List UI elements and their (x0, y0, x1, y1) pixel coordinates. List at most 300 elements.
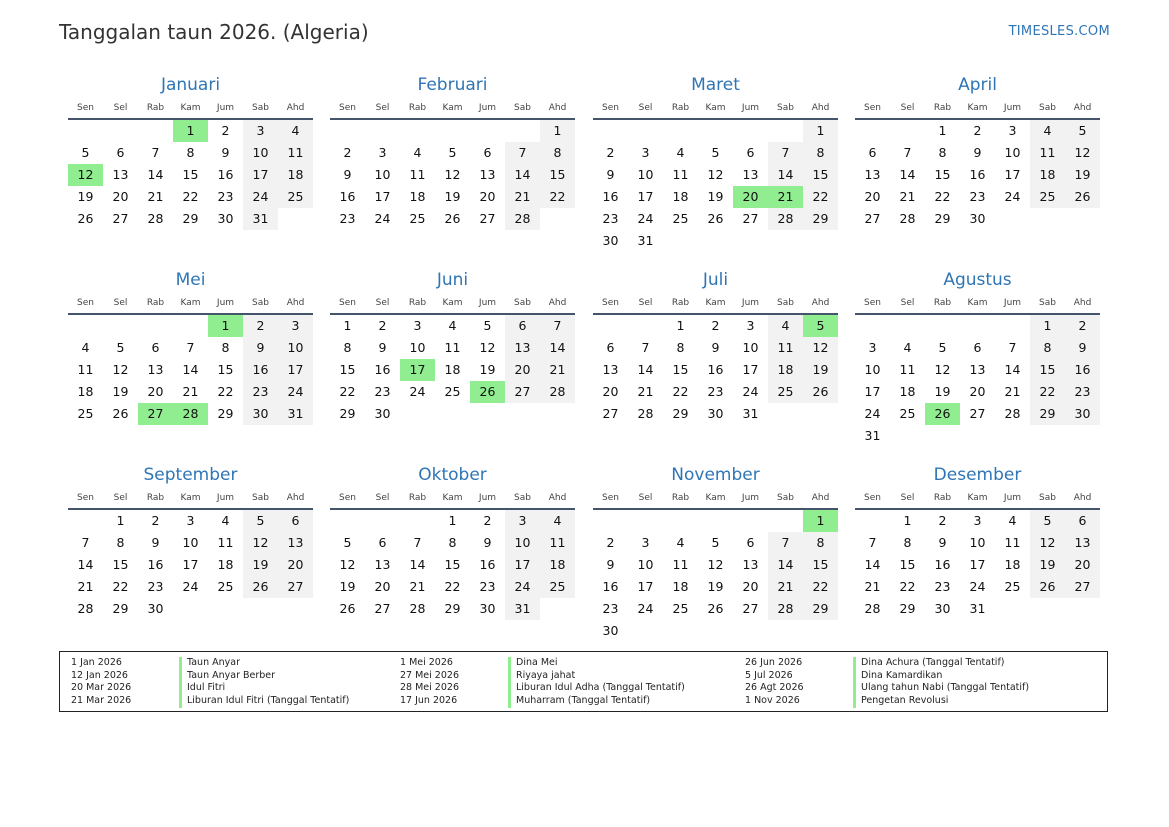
day-cell: 23 (707, 384, 724, 399)
day-cell: 24 (1004, 189, 1021, 204)
day-cell: 14 (637, 362, 654, 377)
legend-date: 17 Jun 2026 (400, 695, 458, 707)
day-cell: 22 (339, 384, 356, 399)
weekday-header: Rab (933, 103, 952, 113)
empty-cell (698, 120, 733, 142)
day-cell: 19 (1065, 164, 1100, 186)
day-cell: 8 (803, 532, 838, 554)
week-row (330, 403, 575, 425)
weekday-header-row (330, 293, 575, 315)
legend-holiday-name: Ulang tahun Nabi (Tanggal Tentatif) (853, 682, 1029, 695)
day-cell: 1 (343, 318, 352, 333)
day-cell: 24 (182, 579, 199, 594)
legend-date: 20 Mar 2026 (71, 682, 132, 694)
day-cell: 9 (378, 340, 387, 355)
weekday-header: Sab (777, 103, 794, 113)
weekday-header: Kam (967, 103, 988, 113)
weekday-header: Sab (252, 493, 269, 503)
empty-cell (103, 120, 138, 142)
empty-cell (1065, 425, 1100, 447)
weekday-header: Sel (113, 493, 128, 503)
empty-cell (698, 510, 733, 532)
day-cell: 18 (278, 164, 313, 186)
day-cell: 4 (903, 340, 912, 355)
holiday-cell: 28 (173, 403, 208, 425)
day-cell: 22 (803, 186, 838, 208)
day-cell: 2 (151, 513, 160, 528)
weekday-header-row (855, 488, 1100, 510)
day-cell: 18 (1030, 164, 1065, 186)
empty-cell (768, 510, 803, 532)
day-cell: 10 (505, 532, 540, 554)
day-cell: 12 (243, 532, 278, 554)
day-cell: 16 (1065, 359, 1100, 381)
weekday-header: Sel (900, 493, 915, 503)
month-name: Juni (436, 270, 469, 290)
day-cell: 20 (969, 384, 986, 399)
weekday-header: Rab (408, 103, 427, 113)
day-cell: 29 (444, 601, 461, 616)
day-cell: 18 (899, 384, 916, 399)
month-name: Desember (933, 465, 1022, 485)
day-cell: 16 (243, 359, 278, 381)
day-cell: 21 (505, 186, 540, 208)
day-cell: 15 (672, 362, 689, 377)
weekday-header: Ahd (1073, 493, 1092, 503)
weekday-header: Jum (741, 298, 760, 308)
day-cell: 26 (339, 601, 356, 616)
day-cell: 23 (602, 211, 619, 226)
week-row (855, 403, 1100, 425)
week-row (68, 208, 313, 230)
day-cell: 21 (864, 579, 881, 594)
legend-holiday-name: Liburan Idul Adha (Tanggal Tentatif) (508, 682, 685, 695)
day-cell: 1 (540, 120, 575, 142)
empty-cell (628, 510, 663, 532)
day-cell: 10 (1004, 145, 1021, 160)
day-cell: 26 (1030, 576, 1065, 598)
day-cell: 2 (973, 123, 982, 138)
day-cell: 19 (243, 554, 278, 576)
day-cell: 10 (409, 340, 426, 355)
day-cell: 3 (243, 120, 278, 142)
day-cell: 24 (637, 601, 654, 616)
week-row (68, 164, 313, 186)
weekday-header: Sen (864, 103, 881, 113)
legend-date: 28 Mei 2026 (400, 682, 459, 694)
weekday-header: Jum (216, 493, 235, 503)
day-cell: 4 (768, 315, 803, 337)
week-row (330, 576, 575, 598)
empty-cell (663, 620, 698, 642)
legend-date: 26 Agt 2026 (745, 682, 804, 694)
week-row (855, 120, 1100, 142)
empty-cell (628, 315, 663, 337)
weekday-header: Sen (602, 103, 619, 113)
day-cell: 25 (409, 211, 426, 226)
holiday-cell: 26 (470, 381, 505, 403)
week-row (855, 208, 1100, 230)
day-cell: 26 (243, 576, 278, 598)
week-row (330, 510, 575, 532)
weekday-header: Kam (705, 298, 726, 308)
day-cell: 27 (278, 576, 313, 598)
month-2 (330, 72, 575, 230)
day-cell: 7 (505, 142, 540, 164)
weekday-header: Sab (514, 298, 531, 308)
day-cell: 1 (938, 123, 947, 138)
weekday-header: Ahd (286, 103, 305, 113)
week-row (68, 142, 313, 164)
legend-holiday-name: Liburan Idul Fitri (Tanggal Tentatif) (179, 695, 349, 708)
day-cell: 5 (343, 535, 352, 550)
empty-cell (663, 230, 698, 252)
empty-cell (995, 425, 1030, 447)
weekday-header: Jum (478, 103, 497, 113)
day-cell: 23 (479, 579, 496, 594)
day-cell: 7 (768, 532, 803, 554)
weekday-header: Sen (77, 103, 94, 113)
day-cell: 25 (899, 406, 916, 421)
day-cell: 13 (864, 167, 881, 182)
day-cell: 15 (934, 167, 951, 182)
weekday-header: Sel (375, 298, 390, 308)
day-cell: 25 (217, 579, 234, 594)
day-cell: 14 (899, 167, 916, 182)
day-cell: 31 (278, 403, 313, 425)
weekday-header: Ahd (1073, 298, 1092, 308)
weekday-header: Rab (671, 103, 690, 113)
day-cell: 27 (602, 406, 619, 421)
weekday-header: Ahd (811, 298, 830, 308)
empty-cell (890, 120, 925, 142)
weekday-header: Sab (1039, 298, 1056, 308)
week-row (68, 315, 313, 337)
day-cell: 31 (742, 406, 759, 421)
day-cell: 19 (339, 579, 356, 594)
week-row (855, 164, 1100, 186)
empty-cell (435, 403, 470, 425)
day-cell: 4 (676, 535, 685, 550)
day-cell: 15 (803, 164, 838, 186)
day-cell: 10 (969, 535, 986, 550)
day-cell: 25 (77, 406, 94, 421)
weekday-header-row (593, 488, 838, 510)
weekday-header: Kam (967, 298, 988, 308)
weekday-header: Jum (478, 493, 497, 503)
day-cell: 27 (742, 601, 759, 616)
empty-cell (925, 425, 960, 447)
day-cell: 31 (505, 598, 540, 620)
weekday-header-row (593, 293, 838, 315)
day-cell: 28 (147, 211, 164, 226)
day-cell: 16 (602, 579, 619, 594)
weekday-header: Jum (1003, 298, 1022, 308)
day-cell: 15 (1030, 359, 1065, 381)
weekday-header: Jum (216, 103, 235, 113)
day-cell: 13 (278, 532, 313, 554)
day-cell: 13 (742, 167, 759, 182)
weekday-header: Ahd (548, 103, 567, 113)
empty-cell (1030, 425, 1065, 447)
day-cell: 13 (969, 362, 986, 377)
empty-cell (365, 120, 400, 142)
day-cell: 7 (903, 145, 912, 160)
day-cell: 1 (803, 120, 838, 142)
weekday-header: Sab (777, 298, 794, 308)
day-cell: 4 (448, 318, 457, 333)
day-cell: 10 (374, 167, 391, 182)
weekday-header: Rab (146, 493, 165, 503)
day-cell: 28 (864, 601, 881, 616)
weekday-header: Sel (375, 103, 390, 113)
day-cell: 14 (1004, 362, 1021, 377)
day-cell: 22 (934, 189, 951, 204)
weekday-header: Jum (1003, 493, 1022, 503)
weekday-header: Sab (252, 103, 269, 113)
weekday-header: Rab (671, 493, 690, 503)
day-cell: 29 (672, 406, 689, 421)
holiday-cell: 1 (208, 315, 243, 337)
empty-cell (663, 510, 698, 532)
day-cell: 9 (711, 340, 720, 355)
day-cell: 17 (505, 554, 540, 576)
day-cell: 1 (1030, 315, 1065, 337)
day-cell: 20 (112, 189, 129, 204)
day-cell: 3 (746, 318, 755, 333)
day-cell: 11 (672, 557, 689, 572)
day-cell: 30 (707, 406, 724, 421)
day-cell: 23 (339, 211, 356, 226)
legend-date: 5 Jul 2026 (745, 669, 793, 681)
weekday-header: Kam (442, 493, 463, 503)
week-row (855, 186, 1100, 208)
empty-cell (925, 315, 960, 337)
day-cell: 14 (182, 362, 199, 377)
day-cell: 17 (374, 189, 391, 204)
week-row (330, 554, 575, 576)
month-name: April (958, 75, 997, 95)
empty-cell (890, 315, 925, 337)
brand-link[interactable]: TIMESLES.COM (1008, 24, 1110, 39)
holiday-cell: 1 (803, 510, 838, 532)
day-cell: 4 (676, 145, 685, 160)
empty-cell (400, 510, 435, 532)
weekday-header-row (855, 98, 1100, 120)
week-row (855, 532, 1100, 554)
day-cell: 16 (217, 167, 234, 182)
weekday-header: Ahd (286, 298, 305, 308)
week-row (330, 381, 575, 403)
weekday-header: Ahd (548, 298, 567, 308)
day-cell: 25 (672, 601, 689, 616)
day-cell: 3 (868, 340, 877, 355)
empty-cell (768, 403, 803, 425)
day-cell: 17 (637, 579, 654, 594)
weekday-header: Sen (864, 493, 881, 503)
day-cell: 27 (374, 601, 391, 616)
day-cell: 1 (676, 318, 685, 333)
month-4 (855, 72, 1100, 230)
week-row (593, 120, 838, 142)
day-cell: 26 (77, 211, 94, 226)
day-cell: 27 (969, 406, 986, 421)
day-cell: 8 (903, 535, 912, 550)
week-row (855, 510, 1100, 532)
empty-cell (663, 120, 698, 142)
day-cell: 14 (768, 164, 803, 186)
day-cell: 30 (243, 403, 278, 425)
day-cell: 9 (1065, 337, 1100, 359)
legend-holiday-name: Dina Mei (508, 657, 558, 670)
month-name: Januari (160, 75, 221, 95)
day-cell: 14 (540, 337, 575, 359)
day-cell: 21 (540, 359, 575, 381)
day-cell: 30 (147, 601, 164, 616)
week-row (855, 359, 1100, 381)
day-cell: 10 (182, 535, 199, 550)
day-cell: 12 (112, 362, 129, 377)
month-8 (855, 267, 1100, 447)
day-cell: 31 (637, 233, 654, 248)
day-cell: 25 (540, 576, 575, 598)
day-cell: 2 (938, 513, 947, 528)
empty-cell (173, 598, 208, 620)
day-cell: 3 (278, 315, 313, 337)
week-row (68, 510, 313, 532)
day-cell: 12 (707, 557, 724, 572)
day-cell: 17 (182, 557, 199, 572)
day-cell: 7 (81, 535, 90, 550)
empty-cell (1030, 208, 1065, 230)
day-cell: 17 (637, 189, 654, 204)
empty-cell (768, 230, 803, 252)
day-cell: 26 (112, 406, 129, 421)
weekday-header: Kam (180, 493, 201, 503)
week-row (855, 381, 1100, 403)
day-cell: 27 (505, 381, 540, 403)
weekday-header: Kam (967, 493, 988, 503)
weekday-header: Jum (741, 493, 760, 503)
day-cell: 20 (742, 579, 759, 594)
day-cell: 1 (903, 513, 912, 528)
month-name: Maret (691, 75, 740, 95)
day-cell: 5 (938, 340, 947, 355)
day-cell: 22 (112, 579, 129, 594)
weekday-header: Sen (339, 493, 356, 503)
day-cell: 19 (77, 189, 94, 204)
week-row (593, 208, 838, 230)
day-cell: 6 (483, 145, 492, 160)
day-cell: 2 (606, 535, 615, 550)
day-cell: 8 (676, 340, 685, 355)
week-row (593, 620, 838, 642)
day-cell: 29 (182, 211, 199, 226)
page-title: Tanggalan taun 2026. (Algeria) (59, 20, 369, 44)
day-cell: 16 (602, 189, 619, 204)
weekday-header: Kam (442, 103, 463, 113)
weekday-header: Sab (1039, 493, 1056, 503)
weekday-header-row (593, 98, 838, 120)
day-cell: 10 (637, 557, 654, 572)
day-cell: 7 (641, 340, 650, 355)
week-row (593, 403, 838, 425)
day-cell: 4 (413, 145, 422, 160)
week-row (593, 576, 838, 598)
day-cell: 19 (803, 359, 838, 381)
empty-cell (365, 510, 400, 532)
day-cell: 16 (339, 189, 356, 204)
day-cell: 6 (746, 535, 755, 550)
day-cell: 8 (540, 142, 575, 164)
week-row (68, 120, 313, 142)
day-cell: 26 (707, 601, 724, 616)
weekday-header: Rab (408, 298, 427, 308)
day-cell: 13 (1065, 532, 1100, 554)
week-row (593, 315, 838, 337)
weekday-header-row (68, 293, 313, 315)
day-cell: 7 (186, 340, 195, 355)
weekday-header: Jum (478, 298, 497, 308)
day-cell: 3 (505, 510, 540, 532)
weekday-header: Sel (375, 493, 390, 503)
weekday-header: Rab (671, 298, 690, 308)
day-cell: 8 (221, 340, 230, 355)
month-name: Mei (175, 270, 206, 290)
day-cell: 12 (1030, 532, 1065, 554)
day-cell: 6 (116, 145, 125, 160)
day-cell: 17 (243, 164, 278, 186)
weekday-header: Sen (77, 493, 94, 503)
day-cell: 20 (602, 384, 619, 399)
day-cell: 7 (1008, 340, 1017, 355)
day-cell: 12 (479, 340, 496, 355)
day-cell: 9 (483, 535, 492, 550)
day-cell: 13 (505, 337, 540, 359)
week-row (330, 186, 575, 208)
day-cell: 31 (864, 428, 881, 443)
day-cell: 24 (374, 211, 391, 226)
weekday-header-row (68, 488, 313, 510)
legend-holiday-name: Riyaya jahat (508, 670, 575, 683)
day-cell: 10 (637, 167, 654, 182)
day-cell: 13 (602, 362, 619, 377)
empty-cell (1065, 208, 1100, 230)
day-cell: 30 (969, 211, 986, 226)
day-cell: 11 (1004, 535, 1021, 550)
day-cell: 19 (707, 189, 724, 204)
day-cell: 24 (243, 186, 278, 208)
day-cell: 25 (444, 384, 461, 399)
day-cell: 6 (278, 510, 313, 532)
weekday-header: Ahd (811, 103, 830, 113)
empty-cell (278, 598, 313, 620)
month-name: Oktober (418, 465, 487, 485)
day-cell: 8 (186, 145, 195, 160)
day-cell: 29 (112, 601, 129, 616)
day-cell: 16 (479, 557, 496, 572)
empty-cell (593, 315, 628, 337)
legend-holiday-name: Taun Anyar (179, 657, 240, 670)
day-cell: 4 (1030, 120, 1065, 142)
empty-cell (400, 120, 435, 142)
weekday-header: Sel (638, 103, 653, 113)
weekday-header: Sel (638, 493, 653, 503)
week-row (68, 598, 313, 620)
month-10 (330, 462, 575, 620)
weekday-header: Sab (777, 493, 794, 503)
weekday-header-row (330, 98, 575, 120)
